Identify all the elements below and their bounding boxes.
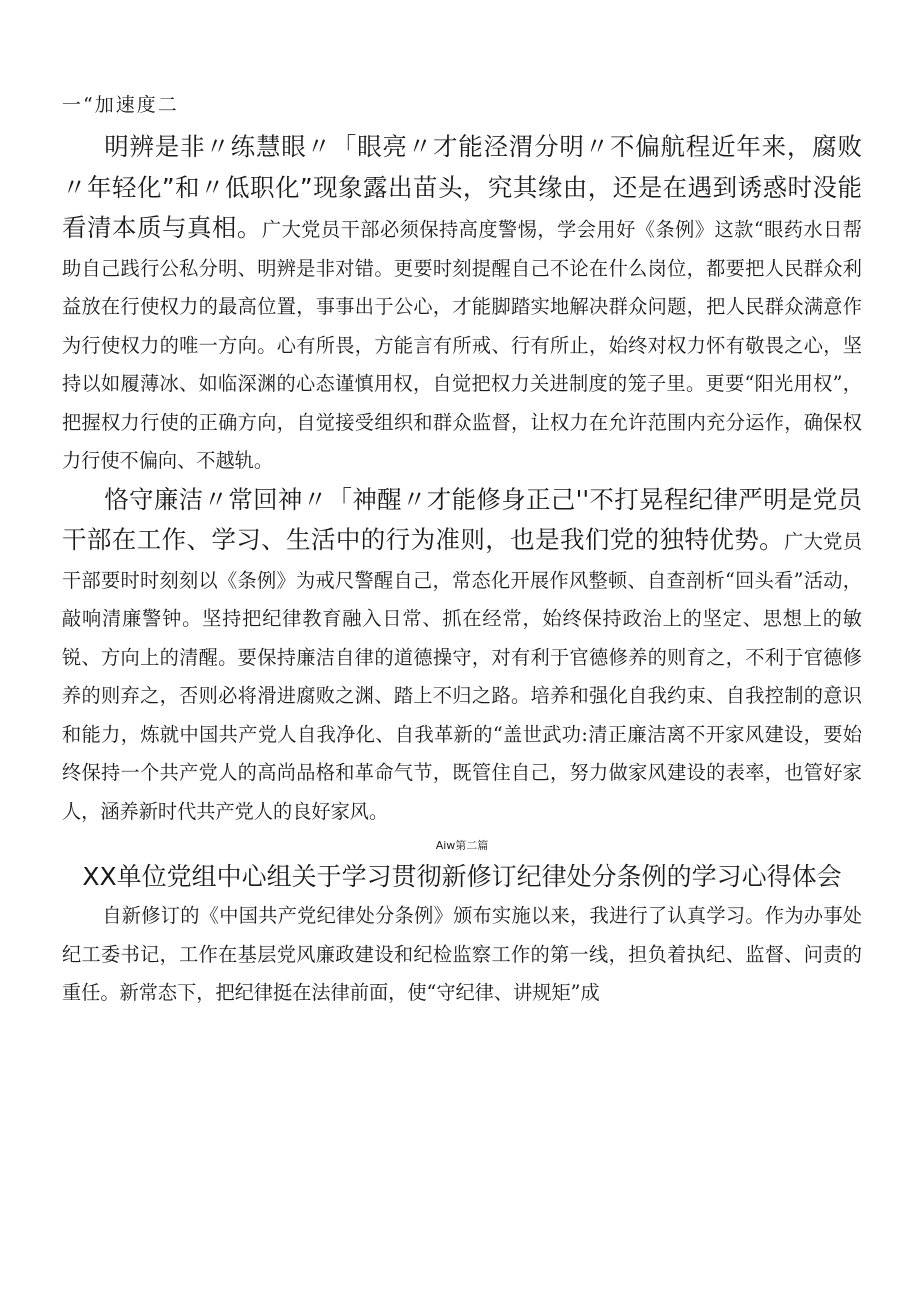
body-paragraph: 自新修订的《中国共产党纪律处分条例》颁布实施以来，我进行了认真学习。作为办事处纪工委书记，工作在基层党风廉政建设和纪检监察工作的第一线，担负着执纪、监督、问责的重任。新常态下，把纪律挺在法律前面，使“守纪律、讲规矩”成 (62, 904, 862, 1004)
document-page (62, 90, 862, 1013)
paragraph-body: 广大党员干部必须保持高度警惕，学会用好《条例》这款“眼药水日帮助自己践行公私分明、明辨是非对错。更要时刻提醒自己不论在什么岗位，都要把人民群众利益放在行使权力的最高位置，事事出于公心，才能脚踏实地解决群众问题，把人民群众满意作为行使权力的唯一方向。心有所畏，方能言有所戒、行有所止，始终对权力怀有敬畏之心，坚持以如履薄冰、如临深渊的心态谨慎用权，自觉把权力关进制度的笼子里。更要“阳光用权”，把握权力行使的正确方向，自觉接受组织和群众监督，让权力在允许范围内充分运作，确保权力行使不偏向、不越轨。 (62, 218, 863, 472)
paragraph-integrity (62, 481, 862, 832)
paragraph-lead: 恪守廉洁〃常回神〃「神醒〃才能修身正己''不打晃程纪律严明是党员干部在工作、学习、生活中的行为准则，也是我们党的独特优势。 (62, 484, 862, 554)
section-separator: Aiw第二篇 (435, 839, 489, 852)
paragraph-body: 广大党员干部要时时刻刻以《条例》为戒尺警醒自己，常态化开展作风整顿、自查剖析“回头看”活动，敲响清廉警钟。坚持把纪律教育融入日常、抓在经常，始终保持政治上的坚定、思想上的敏锐、方向上的清醒。要保持廉洁自律的道德操守，对有利于官德修养的则育之，不利于官德修养的则弃之，否则必将滑进腐败之渊、踏上不归之路。培养和强化自我约束、自我控制的意识和能力，炼就中国共产党人自我净化、自我革新的“盖世武功:清正廉洁离不开家风建设，要始终保持一个共产党人的高尚品格和革命气节，既管住自己，努力做家风建设的表率，也管好家人，涵养新时代共产党人的良好家风。 (62, 530, 863, 823)
paragraph-lead: 明辨是非〃练慧眼〃「眼亮〃才能泾渭分明〃不偏航程近年来，腐败〃年轻化”和〃低职化”现象露出苗头，究其缘由，还是在遇到诱惑时没能看清本质与真相。 (62, 132, 862, 242)
document-title: XX单位党组中心组关于学习贯彻新修订纪律处分条例的学习心得体会 (82, 862, 842, 891)
paragraph-discernment (62, 128, 862, 481)
section-heading-fragment: 一“加速度二 (62, 94, 179, 116)
